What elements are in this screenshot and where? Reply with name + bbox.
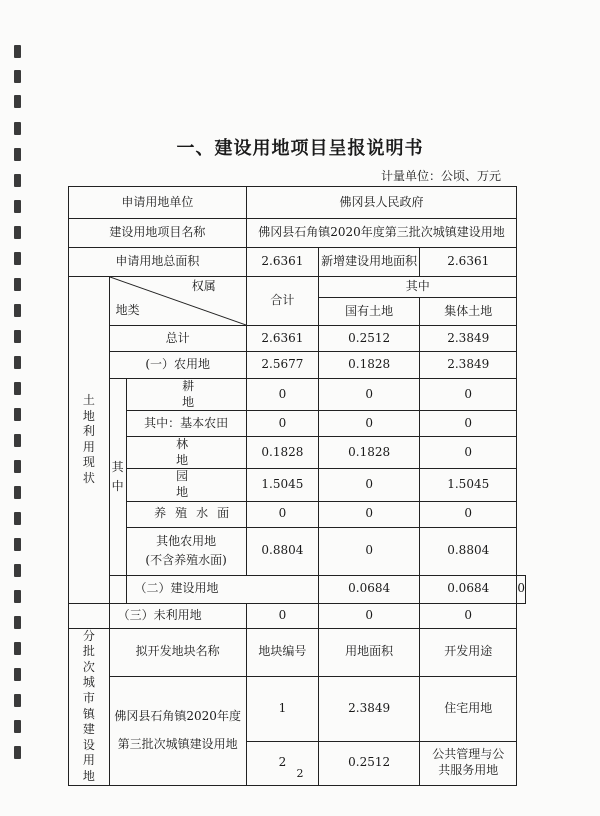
header-diagonal — [109, 277, 246, 326]
row-garden-coll: 1.5045 — [420, 469, 517, 501]
sub-of-which-text: 其中 — [111, 459, 124, 493]
batch-header-area: 用地面积 — [319, 628, 420, 676]
row-other-sum: 0.8804 — [246, 527, 318, 575]
collective-header: 集体土地 — [420, 298, 517, 326]
row-farmland-label — [126, 379, 246, 411]
row-farmland-coll: 0 — [420, 379, 517, 411]
total-area-value: 2.6361 — [246, 248, 318, 277]
total-col-header: 合计 — [246, 277, 318, 326]
row-other-label-2: (不含养殖水面) — [145, 552, 227, 567]
row-construction-label: （二）建设用地 — [126, 575, 319, 603]
row-other-label-1: 其他农用地 — [156, 533, 217, 548]
row-basic-state: 0 — [319, 411, 420, 437]
row-agri-state: 0.1828 — [319, 352, 420, 379]
row-other-state: 0 — [319, 527, 420, 575]
parcel-2-area: 0.2512 — [319, 741, 420, 785]
row-garden-state: 0 — [319, 469, 420, 501]
total-area-label: 申请用地总面积 — [69, 248, 247, 277]
parcel-2-code: 2 — [246, 741, 318, 785]
row-farmland-sum: 0 — [246, 379, 318, 411]
row-aqua-sum: 0 — [246, 501, 318, 527]
row-forest-sum: 0.1828 — [246, 437, 318, 469]
land-type-label: 地类 — [115, 303, 140, 318]
unit-note: 计量单位：公顷、万元 — [381, 169, 502, 183]
row-forest-label-text: 林地 — [176, 437, 233, 467]
batch-name-1: 佛冈县石角镇2020年度 — [114, 708, 241, 723]
row-construction-sum: 0.0684 — [319, 575, 420, 603]
row-unused-label: （三）未利用地 — [109, 603, 246, 628]
row-forest-state: 0.1828 — [319, 437, 420, 469]
row-farmland-state: 0 — [319, 379, 420, 411]
row-garden-label-text: 园地 — [176, 469, 233, 499]
batch-section-text: 分批次城市镇建设用地 — [82, 628, 95, 783]
row-aqua-state: 0 — [319, 501, 420, 527]
new-area-value: 2.6361 — [420, 248, 517, 277]
batch-header-code: 地块编号 — [246, 628, 318, 676]
row-aqua-label — [126, 501, 246, 527]
project-label: 建设用地项目名称 — [69, 219, 247, 248]
row-unused-coll: 0 — [420, 603, 517, 628]
applicant-label: 申请用地单位 — [69, 187, 247, 219]
new-area-label: 新增建设用地面积 — [319, 248, 420, 277]
parcel-1-use: 住宅用地 — [420, 676, 517, 741]
row-agri-label: (一）农用地 — [109, 352, 246, 379]
row-basic-sum: 0 — [246, 411, 318, 437]
section-land-use — [69, 277, 110, 604]
row-forest-label — [126, 437, 246, 469]
row-total-sum: 2.6361 — [246, 326, 318, 352]
row-unused-sum: 0 — [246, 603, 318, 628]
row-farmland-label-text: 耕地 — [182, 379, 225, 409]
section-land-use-text: 土地利用现状 — [82, 393, 95, 485]
batch-section — [69, 628, 110, 785]
row-garden-sum: 1.5045 — [246, 469, 318, 501]
row-aqua-coll: 0 — [420, 501, 517, 527]
applicant-value: 佛冈县人民政府 — [246, 187, 517, 219]
row-aqua-label-text: 养殖水面 — [154, 506, 239, 521]
sub-of-which — [109, 379, 126, 576]
state-owned-header: 国有土地 — [319, 298, 420, 326]
row-total-label: 总计 — [109, 326, 246, 352]
parcel-2-use-2: 共服务用地 — [438, 763, 499, 777]
row-agri-coll: 2.3849 — [420, 352, 517, 379]
row-agri-sum: 2.5677 — [246, 352, 318, 379]
row-total-coll: 2.3849 — [420, 326, 517, 352]
page-number: 2 — [296, 767, 304, 780]
parcel-1-code: 1 — [246, 676, 318, 741]
row-other-coll: 0.8804 — [420, 527, 517, 575]
batch-name-2: 第三批次城镇建设用地 — [117, 736, 238, 751]
batch-header-name: 拟开发地块名称 — [109, 628, 246, 676]
row-basic-coll: 0 — [420, 411, 517, 437]
of-which-header: 其中 — [319, 277, 517, 298]
row-total-state: 0.2512 — [319, 326, 420, 352]
parcel-1-area: 2.3849 — [319, 676, 420, 741]
row-construction-coll: 0 — [517, 575, 526, 603]
page-title: 一、建设用地项目呈报说明书 — [176, 138, 424, 159]
row-garden-label — [126, 469, 246, 501]
row-other-label — [126, 527, 246, 575]
land-table — [68, 186, 526, 786]
row-basic-label: 其中：基本农田 — [126, 411, 246, 437]
row-forest-coll: 0 — [420, 437, 517, 469]
row-construction-state: 0.0684 — [420, 575, 517, 603]
row-unused-state: 0 — [319, 603, 420, 628]
project-value: 佛冈县石角镇2020年度第三批次城镇建设用地 — [246, 219, 517, 248]
parcel-2-use-1: 公共管理与公 — [432, 747, 505, 762]
ownership-label: 权属 — [191, 279, 216, 293]
batch-header-use: 开发用途 — [420, 628, 517, 676]
